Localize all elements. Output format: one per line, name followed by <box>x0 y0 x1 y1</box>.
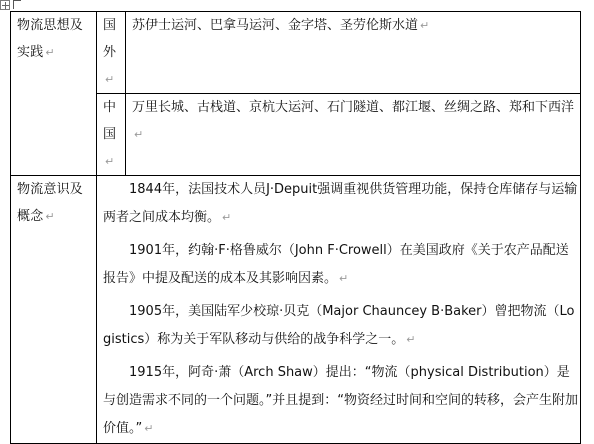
category-label: 物流思想及实践 <box>17 18 84 60</box>
content-text: 万里长城、古栈道、京杭大运河、石门隧道、都江堰、丝绸之路、郑和下西洋 <box>132 100 575 115</box>
paragraph-mark-icon: ↵ <box>134 128 144 141</box>
paragraph-mark-icon: ↵ <box>45 46 55 59</box>
paragraph-text: 1844年，法国技术人员J·Depuit强调重视供货管理功能，保持仓库储存与运输两者之间成本均衡。 <box>103 182 578 225</box>
paragraph-mark-icon: ↵ <box>339 272 349 285</box>
text-cursor-icon <box>13 0 21 9</box>
table-row <box>11 94 581 176</box>
table-move-handle-icon[interactable] <box>0 0 10 10</box>
category-label: 物流意识及概念 <box>17 182 84 224</box>
paragraph-mark-icon: ↵ <box>45 210 55 223</box>
region-label: 中国 <box>103 100 117 142</box>
table-row <box>11 176 581 444</box>
region-cell[interactable] <box>97 94 126 176</box>
paragraph-text: 1901年，约翰·F·格鲁威尔（John F·Crowell）在美国政府《关于农产品配送报告》中提及配送的成本及其影响因素。 <box>103 243 569 286</box>
paragraph-mark-icon: ↵ <box>420 19 430 32</box>
content-cell[interactable] <box>126 12 581 94</box>
paragraph-mark-icon: ↵ <box>222 211 232 224</box>
category-cell[interactable] <box>11 12 97 176</box>
paragraph-text: 1915年，阿奇·萧（Arch Shaw）提出：“物流（physical Distribution）是与创造需求不同的一个问题。”并且提到：“物资经过时间和空间的转移，会产生附加价值。” <box>103 365 578 436</box>
paragraph-mark-icon: ↵ <box>406 333 416 346</box>
paragraph-mark-icon: ↵ <box>144 422 154 435</box>
region-label: 国外 <box>103 18 117 60</box>
paragraph-mark-icon: ↵ <box>105 73 115 86</box>
paragraph <box>103 176 580 232</box>
logistics-history-table <box>10 11 581 444</box>
paragraph <box>103 298 580 354</box>
category-cell[interactable] <box>11 176 97 444</box>
content-cell[interactable] <box>126 94 581 176</box>
table-row <box>11 12 581 94</box>
region-cell[interactable] <box>97 12 126 94</box>
paragraph-text: 1905年，美国陆军少校琼·贝克（Major Chauncey B·Baker）曾把物流（Logistics）称为关于军队移动与供给的战争科学之一。 <box>103 304 575 347</box>
paragraph-mark-icon: ↵ <box>105 155 115 168</box>
paragraph <box>103 359 580 443</box>
content-text: 苏伊士运河、巴拿马运河、金字塔、圣劳伦斯水道 <box>132 18 419 33</box>
content-cell[interactable] <box>97 176 581 444</box>
paragraph <box>103 237 580 293</box>
